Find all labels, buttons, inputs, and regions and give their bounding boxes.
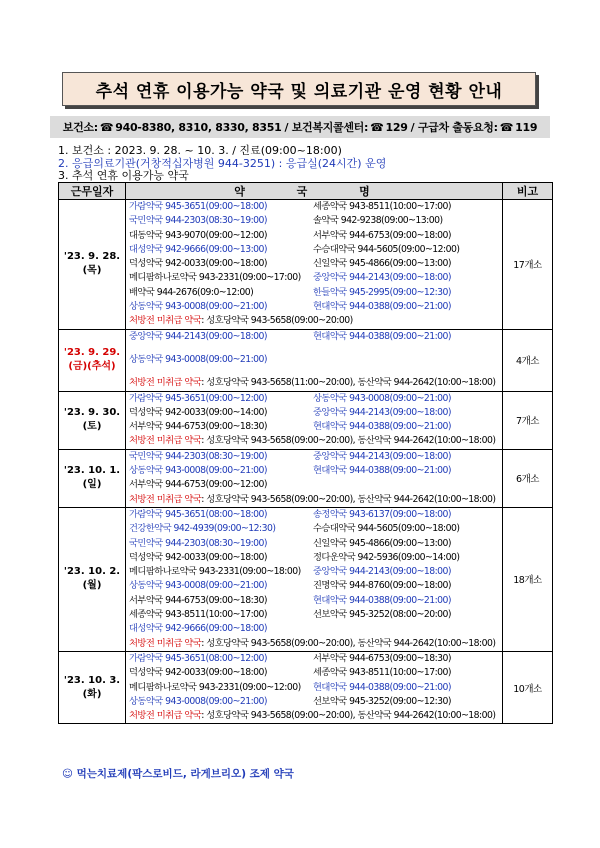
pharmacy-table bbox=[58, 182, 553, 724]
pharmacy-entry: 대동약국 943-9070(09:00~12:00) bbox=[129, 229, 267, 241]
pharmacy-cell bbox=[126, 507, 503, 651]
pharmacy-entry: 세종약국 943-8511(10:00~17:00) bbox=[129, 609, 267, 621]
pharmacy-entry: 메디팜하나로약국 943-2331(09:00~18:00) bbox=[129, 566, 301, 578]
non-prescription-line bbox=[129, 493, 499, 507]
pharmacy-cell bbox=[126, 651, 503, 723]
pharmacy-entry: 솔약국 942-9238(09:00~13:00) bbox=[313, 215, 443, 227]
pharmacy-entry: 서부약국 944-6753(09:00~18:30) bbox=[313, 652, 451, 664]
pharmacy-entry: 현대약국 944-0388(09:00~21:00) bbox=[313, 301, 451, 313]
header-date: 근무일자 bbox=[59, 183, 126, 200]
pharmacy-cell bbox=[126, 200, 503, 330]
pharmacy-entry: 현대약국 944-0388(09:00~21:00) bbox=[313, 330, 451, 342]
phone-icon: ☎ bbox=[499, 120, 514, 134]
pharmacy-entry: 메디팜하나로약국 943-2331(09:00~17:00) bbox=[129, 272, 301, 284]
pharmacy-entry: 정다운약국 942-5936(09:00~14:00) bbox=[313, 551, 460, 563]
pharmacy-entry: 상동약국 943-0008(09:00~21:00) bbox=[313, 392, 451, 404]
pharmacy-entry: 세종약국 943-8511(10:00~17:00) bbox=[313, 201, 451, 212]
pharmacy-entry: 국민약국 944-2303(08:30~19:00) bbox=[129, 215, 267, 227]
pharmacy-entry: 상동약국 943-0008(09:00~21:00) bbox=[129, 353, 267, 365]
non-prescription-line bbox=[129, 637, 499, 651]
ambulance-number: 119 bbox=[515, 120, 538, 134]
row-spacer bbox=[129, 367, 499, 376]
pharmacy-entry: 현대약국 944-0388(09:00~21:00) bbox=[313, 681, 451, 693]
date-cell bbox=[59, 329, 126, 391]
non-prescription-label: 처방전 미취급 약국 bbox=[129, 377, 202, 389]
pharmacy-entry: 가람약국 945-3651(08:00~18:00) bbox=[129, 508, 267, 520]
date-line: (일) bbox=[82, 479, 102, 491]
non-prescription-pharmacies: : 성호당약국 943-5658(11:00~20:00), 동산약국 944-2642(10:00~18:00) bbox=[201, 377, 496, 389]
pharmacy-entry: 중앙약국 944-2143(09:00~18:00) bbox=[313, 566, 451, 578]
pharmacy-entry: 신일약국 945-4866(09:00~13:00) bbox=[313, 258, 451, 270]
pharmacy-cell bbox=[126, 449, 503, 507]
date-line: (토) bbox=[82, 421, 102, 433]
pharmacy-entry: 배약국 944-2676(09:0~12:00) bbox=[129, 286, 254, 298]
page-title bbox=[62, 72, 536, 106]
pharmacy-entry: 덕성약국 942-0033(09:00~18:00) bbox=[129, 551, 267, 563]
date-cell bbox=[59, 449, 126, 507]
pharmacy-entry: 선보약국 945-3252(09:00~12:30) bbox=[313, 695, 451, 707]
non-prescription-label: 처방전 미취급 약국 bbox=[129, 637, 202, 649]
non-prescription-label: 처방전 미취급 약국 bbox=[129, 435, 202, 447]
pharmacy-entry: 덕성약국 942-0033(09:00~18:00) bbox=[129, 667, 267, 679]
pharmacy-entry: 현대약국 944-0388(09:00~21:00) bbox=[313, 465, 451, 477]
pharmacy-entry: 건강한약국 942-4939(09:00~12:30) bbox=[129, 523, 276, 535]
date-cell bbox=[59, 200, 126, 330]
pharmacy-cell bbox=[126, 391, 503, 449]
non-prescription-label: 처방전 미취급 약국 bbox=[129, 710, 202, 722]
table-row bbox=[59, 507, 553, 651]
pharmacy-entry: 서부약국 944-6753(09:00~18:00) bbox=[313, 229, 451, 241]
pharmacy-entry: 메디팜하나로약국 943-2331(09:00~12:00) bbox=[129, 681, 301, 693]
pharmacy-entry: 덕성약국 942-0033(09:00~18:00) bbox=[129, 258, 267, 270]
notes-list bbox=[58, 145, 386, 183]
pharmacy-entry: 대성약국 942-9666(09:00~18:00) bbox=[129, 623, 267, 635]
pharmacy-entry: 가람약국 945-3651(09:00~12:00) bbox=[129, 392, 267, 404]
pharmacy-entry: 중앙약국 944-2143(09:00~18:00) bbox=[129, 330, 267, 342]
table-row bbox=[59, 329, 553, 391]
health-center-numbers: 940-8380, 8310, 8330, 8351 bbox=[115, 120, 282, 134]
pharmacy-entry: 서부약국 944-6753(09:00~18:30) bbox=[129, 594, 267, 606]
table-header-row bbox=[59, 183, 553, 200]
pharmacy-entry: 가람약국 945-3651(08:00~12:00) bbox=[129, 652, 267, 664]
note-item: 2. 응급의료기관(거창적십자병원 944-3251) : 응급실(24시간) 운영 bbox=[58, 156, 387, 170]
date-line: '23. 9. 29. bbox=[63, 347, 121, 359]
pharmacy-entry: 상동약국 943-0008(09:00~21:00) bbox=[129, 695, 267, 707]
non-prescription-line bbox=[129, 376, 499, 390]
table-row bbox=[59, 391, 553, 449]
pharmacy-entry: 서부약국 944-6753(09:00~12:00) bbox=[129, 479, 267, 491]
pharmacy-entry: 한들약국 945-2995(09:00~12:30) bbox=[313, 286, 451, 298]
non-prescription-pharmacies: : 성호당약국 943-5658(09:00~20:00) bbox=[201, 315, 353, 327]
header-pharmacy: 약 국 명 bbox=[126, 183, 503, 200]
count-cell: 4개소 bbox=[503, 329, 553, 391]
pharmacy-entry: 중앙약국 944-2143(09:00~18:00) bbox=[313, 450, 451, 462]
row-spacer bbox=[129, 344, 499, 353]
welfare-number: 129 bbox=[385, 120, 408, 134]
pharmacy-entry bbox=[313, 478, 499, 492]
health-center-label: 보건소: bbox=[62, 121, 98, 134]
table-row bbox=[59, 200, 553, 330]
pharmacy-entry: 현대약국 944-0388(09:00~21:00) bbox=[313, 421, 451, 433]
pharmacy-entry: 상동약국 943-0008(09:00~21:00) bbox=[129, 580, 267, 592]
welfare-label: / 보건복지콜센터: bbox=[284, 121, 369, 134]
page-title-text: 추석 연휴 이용가능 약국 및 의료기관 운영 현황 안내 bbox=[95, 81, 503, 102]
non-prescription-pharmacies: : 성호당약국 943-5658(09:00~20:00), 동산약국 944-2642(10:00~18:00) bbox=[201, 637, 496, 649]
contact-bar bbox=[50, 116, 550, 138]
non-prescription-pharmacies: : 성호당약국 943-5658(09:00~20:00), 동산약국 944-2642(10:00~18:00) bbox=[201, 493, 496, 505]
pharmacy-entry: 가람약국 945-3651(09:00~18:00) bbox=[129, 201, 267, 212]
pharmacy-entry: 대성약국 942-9666(09:00~13:00) bbox=[129, 243, 267, 255]
pharmacy-entry: 수승대약국 944-5605(09:00~12:00) bbox=[313, 243, 460, 255]
note-item: 1. 보건소 : 2023. 9. 28. ~ 10. 3. / 진료(09:00~18:00) bbox=[58, 144, 342, 157]
non-prescription-line bbox=[129, 314, 499, 328]
pharmacy-entry: 국민약국 944-2303(08:30~19:00) bbox=[129, 537, 267, 549]
non-prescription-pharmacies: : 성호당약국 943-5658(09:00~20:00), 동산약국 944-2642(10:00~18:00) bbox=[201, 435, 496, 447]
pharmacy-entry: 현대약국 944-0388(09:00~21:00) bbox=[313, 594, 451, 606]
non-prescription-pharmacies: : 성호당약국 943-5658(09:00~20:00), 동산약국 944-2642(10:00~18:00) bbox=[201, 710, 496, 722]
pharmacy-entry: 신일약국 945-4866(09:00~13:00) bbox=[313, 537, 451, 549]
header-note: 비고 bbox=[503, 183, 553, 200]
non-prescription-label: 처방전 미취급 약국 bbox=[129, 493, 202, 505]
non-prescription-line bbox=[129, 709, 499, 723]
non-prescription-line bbox=[129, 434, 499, 448]
date-cell bbox=[59, 651, 126, 723]
count-cell: 7개소 bbox=[503, 391, 553, 449]
table-row bbox=[59, 449, 553, 507]
count-cell: 10개소 bbox=[503, 651, 553, 723]
pharmacy-entry: 선보약국 945-3252(08:00~20:00) bbox=[313, 609, 451, 621]
phone-icon: ☎ bbox=[370, 120, 384, 134]
date-line: '23. 9. 28. bbox=[63, 251, 121, 263]
pharmacy-entry bbox=[313, 353, 499, 367]
pharmacy-entry: 상동약국 943-0008(09:00~21:00) bbox=[129, 301, 267, 313]
date-line: '23. 10. 2. bbox=[63, 566, 121, 578]
date-line: (목) bbox=[82, 265, 102, 277]
pharmacy-entry: 국민약국 944-2303(08:30~19:00) bbox=[129, 450, 267, 462]
date-line: (월) bbox=[82, 580, 102, 592]
date-cell bbox=[59, 507, 126, 651]
date-cell bbox=[59, 391, 126, 449]
pharmacy-entry: 송정약국 943-6137(09:00~18:00) bbox=[313, 508, 451, 520]
count-cell: 18개소 bbox=[503, 507, 553, 651]
date-line: '23. 10. 3. bbox=[63, 674, 121, 686]
date-line: (화) bbox=[82, 688, 102, 700]
pharmacy-entry: 세종약국 943-8511(10:00~17:00) bbox=[313, 667, 451, 679]
count-cell: 6개소 bbox=[503, 449, 553, 507]
pharmacy-entry: 덕성약국 942-0033(09:00~14:00) bbox=[129, 406, 267, 418]
footer-note: ☺ 먹는치료제(팍스로비드, 라게브리오) 조제 약국 bbox=[62, 768, 294, 780]
pharmacy-entry: 중앙약국 944-2143(09:00~18:00) bbox=[313, 272, 451, 284]
pharmacy-entry: 진명약국 944-8760(09:00~18:00) bbox=[313, 580, 451, 592]
pharmacy-entry: 중앙약국 944-2143(09:00~18:00) bbox=[313, 406, 451, 418]
date-line: (금)(추석) bbox=[68, 361, 116, 373]
pharmacy-entry bbox=[313, 622, 499, 636]
count-cell: 17개소 bbox=[503, 200, 553, 330]
date-line: '23. 9. 30. bbox=[63, 407, 121, 419]
pharmacy-cell bbox=[126, 329, 503, 391]
phone-icon: ☎ bbox=[99, 120, 114, 134]
non-prescription-label: 처방전 미취급 약국 bbox=[129, 315, 202, 327]
table-row bbox=[59, 651, 553, 723]
note-item: 3. 추석 연휴 이용가능 약국 bbox=[58, 169, 189, 182]
pharmacy-entry: 수승대약국 944-5605(09:00~18:00) bbox=[313, 523, 460, 535]
pharmacy-entry: 서부약국 944-6753(09:00~18:30) bbox=[129, 421, 267, 433]
date-line: '23. 10. 1. bbox=[63, 465, 121, 477]
pharmacy-entry: 상동약국 943-0008(09:00~21:00) bbox=[129, 465, 267, 477]
ambulance-label: / 구급차 출동요청: bbox=[410, 121, 498, 134]
